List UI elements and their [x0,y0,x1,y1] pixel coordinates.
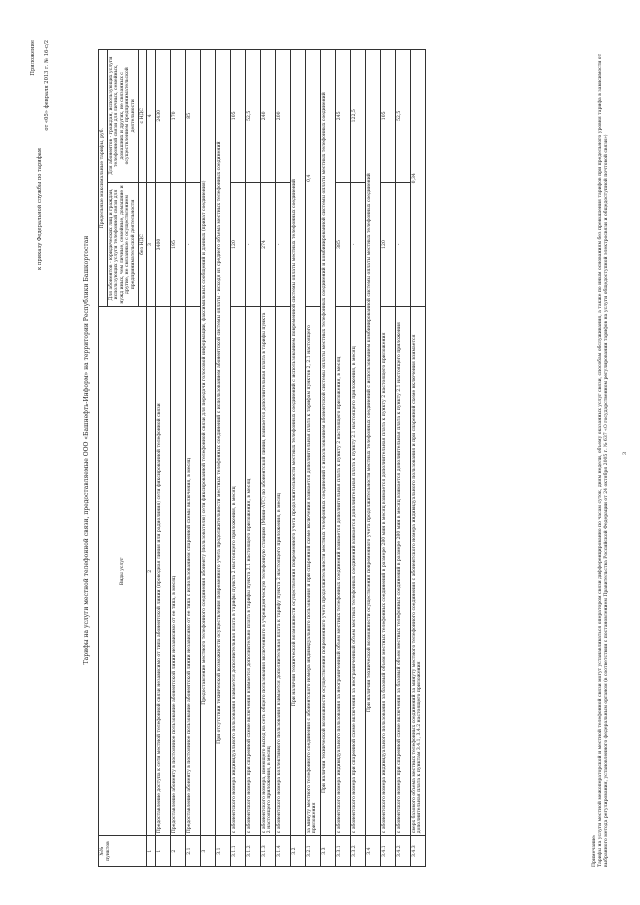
row-text: Предоставление абоненту в постоянное пользование абонентской линии независимо от ее типа, в месяц [170,307,185,836]
header-num: №№ пунктов [99,836,147,867]
table-row [335,50,350,867]
section-num: 3.1 [215,836,230,867]
row-text: с абонентского номера индивидуального пользования за неограниченный объем местных телефонных соединений взимается дополнительная плата к пункту 2 настоящего приложения, в месяц [335,307,350,836]
row-value-1: - [395,182,410,307]
row-value-2: 105 [230,50,245,183]
row-num: 3.4.2 [395,836,410,867]
header-vat1: без НДС [138,182,147,307]
row-value-1: 195 [170,182,185,307]
row-value-1: 120 [380,182,395,307]
section-3-title: Предоставление местного телефонного соединения абоненту (пользователю) сети фиксированной телефонной связи для передачи голосовой информации, факсимильных сообщений и данных (приват соединения) [200,50,215,836]
footnote [592,49,610,867]
row-num: 3.1.2 [245,836,260,867]
row-value-1: 3400 [155,182,170,307]
section-row [290,50,305,867]
row-num: 3.3.1 [335,836,350,867]
row-value-2: 2430 [155,50,170,183]
row-value-1: 385 [335,182,350,307]
row-value-2: 170 [170,50,185,183]
section-row [320,50,335,867]
row-value-1: - [245,182,260,307]
row-text: за минуту местного телефонного соединения с абонентского номера индивидуального пользования и при спаренной схеме включения взимается дополнительная плата к тарифам пунктов 2, 2.1 настоящего приложения [305,307,320,836]
header-n4: 4 [147,50,156,183]
table-row [395,50,410,867]
header-col1: Для абонентов - юридических лиц и граждан, использующих услуги телефонной связи для нужд иных, чем личные, семейные, домашние и другие, не связанные с осуществлением предпринимательской деятельности [107,182,138,307]
table-row [170,50,185,867]
row-value-2: 52,5 [245,50,260,183]
header-col2: Для абонентов - граждан, использующих услуги телефонной связи для личных, семейных, домашних и других, не связанных с осуществлением предпринимательской деятельности [107,50,138,183]
row-num: 3.4.1 [380,836,395,867]
section-num: 3 [200,836,215,867]
footnote-label: Примечание: [592,834,597,867]
row-text: с абонентского номера коллективного пользования взимается дополнительная плата к тарифу пункта 2 настоящего приложения, в месяц [275,307,290,836]
section-31-title: При отсутствии технической возможности осуществления повременного учета продолжительности местных телефонных соединений с использованием абонентской системы оплаты - исходя из среднего объема местных телефонных соединений [215,50,230,836]
row-num: 2.1 [185,836,200,867]
row-value-1: 274 [260,182,275,307]
row-value-1: - [350,182,365,307]
row-text: с абонентского номера индивидуального пользования за базовый объем местных телефонных соединений в размере 280 мин в месяц взимается дополнительная плата к пункту 2 настоящего приложения [380,307,395,836]
row-value-2: 122,5 [350,50,365,183]
row-value-1: - [185,182,200,307]
appendix-date: от «05» февраля 2013 г. № 16-с/2 [44,40,50,131]
row-value-2: 200 [275,50,290,183]
row-value-2: 105 [380,50,395,183]
row-num: 2 [170,836,185,867]
row-num: 1 [155,836,170,867]
row-num: 3.2.1 [305,836,320,867]
appendix-header [30,40,51,270]
row-value-2: 85 [185,50,200,183]
header-n3: 3 [147,182,156,307]
section-33-title: При наличии технической возможности осуществления повременного учета продолжительности местных телефонных соединений с использованием абонентской системы оплаты местных телефонных соединений и комбинированной системы оплаты местных телефонных соединений [320,50,335,836]
appendix-order: к приказу Федеральной службы по тарифам [37,148,43,270]
row-text: Предоставление абоненту в постоянное пользование абонентской линии независимо от ее типа с использованием спаренной схемы включения, в месяц [185,307,200,836]
table-row [410,50,425,867]
row-value-1: 120 [230,182,245,307]
row-text: Предоставление доступа к сети местной телефонной связи независимо от типа абонентской линии (проводная линия или радиолиния) сети фиксированной телефонной связи [155,307,170,836]
table-row [245,50,260,867]
row-value-1: 0,4 [305,50,320,307]
row-value-1: 0,34 [410,50,425,307]
table-row [260,50,275,867]
section-num: 3.4 [365,836,380,867]
row-num: 3.1.3 [260,836,275,867]
appendix-label: Приложение [30,40,36,76]
row-num: 3.4.3 [410,836,425,867]
row-text: с абонентского номера при спаренной схеме включения взимается дополнительно плата в тарифы пункта 2.1 настоящего приложения, в месяц [245,307,260,836]
section-row [200,50,215,867]
row-num: 3.1.1 [230,836,245,867]
section-num: 3.3 [320,836,335,867]
row-num: 3.1.4 [275,836,290,867]
table-row [185,50,200,867]
row-value-2: 240 [260,50,275,183]
section-34-title: При наличии технической возможности осуществления повременного учета продолжительности местных телефонных соединений с использованием комбинированной системы оплаты местных телефонных соединений [365,50,380,836]
row-num: 3.3.2 [350,836,365,867]
header-limits: Предельные максимальные тарифы, руб. [99,50,108,307]
header-n2: 2 [147,307,156,836]
row-value-2: 245 [335,50,350,183]
row-text: с абонентского номера при спаренной схеме включения за неограниченный объем местных телефонных соединений взимается дополнительная плата к пункту 2.1 настоящего приложения, в месяц [350,307,365,836]
table-row [350,50,365,867]
table-row [305,50,320,867]
row-text: с абонентского номера, имеющего выход на сеть общего пользования включенного в учрежденческую телефонную станцию (Мини-АТС) по абонентской линии, взимается дополнительная плата в тарифы пункта 2 настоящего приложения, в месяц [260,307,275,836]
page-number: 3 [622,451,628,455]
table-row [380,50,395,867]
table-row [275,50,290,867]
row-value-2: 52,5 [395,50,410,183]
tariff-table [98,49,426,867]
table-row [230,50,245,867]
header-n1: 1 [147,836,156,867]
footnote-text: Тарифы на услуги местной межоператорской и местной телефонной связи могут устанавливаться оператором связи дифференцированно по часам суток, дням недели, объему оказанных услуг связи, способам обслуживания, а также по иным основаниям без превышения тарифов при предельного уровня тарифа в зависимости от выбранного метода регулирования, установленного федеральным органом (в соответствии с постановлением Правительства Российской Федерации от 24 октября 2005 г. № 637 «О государственном регулировании тарифов на услуги общедоступной электросвязи и общедоступной почтовой связи») [598,53,609,867]
section-num: 3.2 [290,836,305,867]
row-value-1: - [275,182,290,307]
header-service: Виды услуг [99,307,147,836]
row-text: с абонентского номера при спаренной схеме включения за базовый объем местных телефонных соединений в размере 280 мин в месяц взимается дополнительная плата к пункту 2.1 настоящего приложения [395,307,410,836]
section-row [215,50,230,867]
row-text: с абонентского номера индивидуального пользования взимается дополнительная плата в тарифы пункта 2 настоящего приложения, в месяц [230,307,245,836]
table-row [155,50,170,867]
row-text: сверх базового объема местных телефонных соединений за минуту местного телефонного соединения с абонентского номера индивидуального пользования и при спаренной схеме включения взимается дополнительная плата к пунктам 3.4.1, 3.4.2 настоящего приложения [410,307,425,836]
section-row [365,50,380,867]
header-vat2: с НДС [138,50,147,183]
section-32-title: При наличии технической возможности осуществления повременного учета продолжительности местных телефонных соединений с использованием повременной системы оплаты местных телефонных соединений [290,50,305,836]
document-title: Тарифы на услуги местной телефонной связи, предоставляемые ООО «Башнефть-Информ» на территории Республики Башкортостан [83,235,90,665]
